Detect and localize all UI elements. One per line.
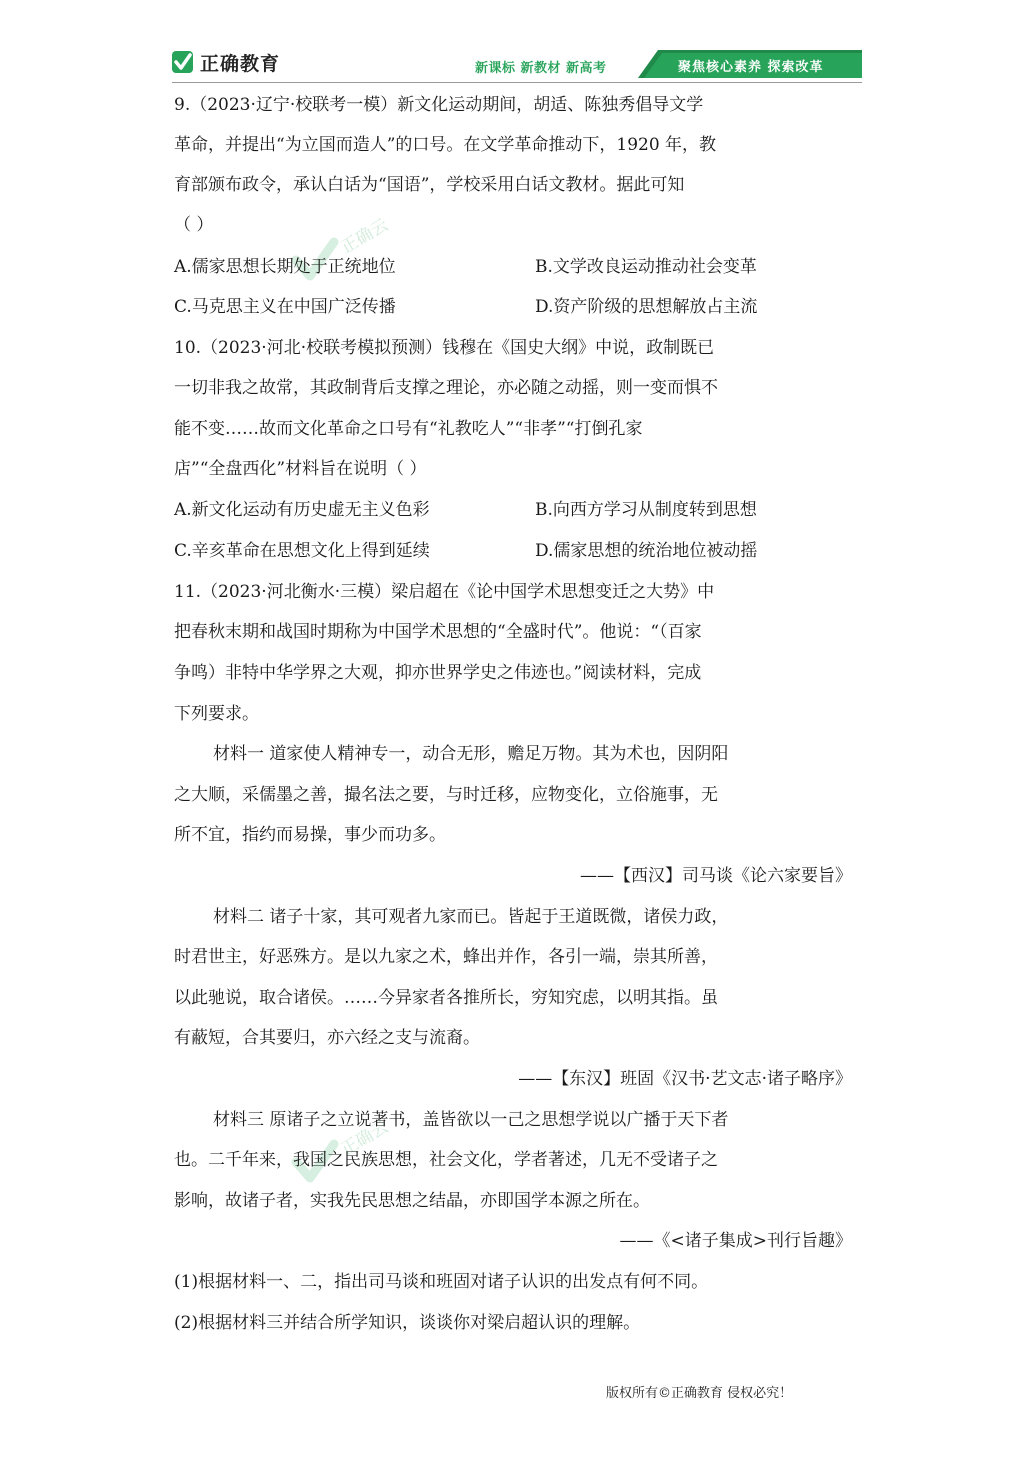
q11-subquestion-2: (2)根据材料三并结合所学知识，谈谈你对梁启超认识的理解。 <box>174 1313 641 1333</box>
material-2-line-2: 时君世主，好恶殊方。是以九家之术，蜂出并作，各引一端，崇其所善， <box>174 947 718 967</box>
material-3-line-2: 也。二千年来，我国之民族思想，社会文化，学者著述，几无不受诸子之 <box>174 1150 718 1170</box>
material-2-line-3: 以此驰说，取合诸侯。……今异家者各推所长，穷知究虑，以明其指。虽 <box>174 988 718 1008</box>
material-3-line-3: 影响，故诸子者，实我先民思想之结晶，亦即国学本源之所在。 <box>174 1191 650 1211</box>
page-header <box>172 46 862 82</box>
q11-subquestion-1: (1)根据材料一、二，指出司马谈和班固对诸子认识的出发点有何不同。 <box>174 1272 709 1292</box>
material-1-line-3: 所不宜，指约而易操，事少而功多。 <box>174 825 446 845</box>
q10-stem-line-1: 10.（2023·河北·校联考模拟预测）钱穆在《国史大纲》中说，政制既已 <box>174 338 715 358</box>
q10-option-b: B.向西方学习从制度转到思想 <box>535 500 757 520</box>
watermark-text: 正确云 <box>337 215 392 259</box>
q10-option-a: A.新文化运动有历史虚无主义色彩 <box>174 500 430 520</box>
copyright-footer: 版权所有©正确教育 侵权必究！ <box>606 1386 793 1401</box>
q9-stem-line-3: 育部颁布政令，承认白话为“国语”，学校采用白话文教材。据此可知 <box>174 175 685 195</box>
q9-option-c: C.马克思主义在中国广泛传播 <box>174 297 396 317</box>
q9-stem-line-2: 革命，并提出“为立国而造人”的口号。在文学革命推动下，1920 年，教 <box>174 135 717 155</box>
checkmark-logo-icon <box>172 50 194 74</box>
q10-stem-line-4: 店”“全盘西化”材料旨在说明（ ） <box>174 459 427 479</box>
watermark-text-2: 正确云 <box>337 1117 392 1161</box>
q11-stem-line-2: 把春秋末期和战国时期称为中国学术思想的“全盛时代”。他说：“（百家 <box>174 622 702 642</box>
q9-answer-blank: （ ） <box>174 215 214 235</box>
q11-stem-line-1: 11.（2023·河北衡水·三模）梁启超在《论中国学术思想变迁之大势》中 <box>174 582 715 602</box>
header-slogan-left: 新课标 新教材 新高考 <box>475 61 607 76</box>
brand-name: 正确教育 <box>200 52 281 75</box>
material-3-source: ——《<诸子集成>刊行旨趣》 <box>619 1231 852 1251</box>
material-1-source: ——【西汉】司马谈《论六家要旨》 <box>580 866 852 886</box>
q10-option-c: C.辛亥革命在思想文化上得到延续 <box>174 541 430 561</box>
q11-stem-line-3: 争鸣）非特中华学界之大观，抑亦世界学史之伟迹也。”阅读材料，完成 <box>174 663 702 683</box>
material-3-line-1: 材料三 原诸子之立说著书，盖皆欲以一己之思想学说以广播于天下者 <box>213 1110 729 1130</box>
q10-option-d: D.儒家思想的统治地位被动摇 <box>535 541 758 561</box>
material-1-line-2: 之大顺，采儒墨之善，撮名法之要，与时迁移，应物变化，立俗施事，无 <box>174 785 718 805</box>
q10-stem-line-3: 能不变……故而文化革命之口号有“礼教吃人”“非孝”“打倒孔家 <box>174 419 643 439</box>
material-2-source: ——【东汉】班固《汉书·艺文志·诸子略序》 <box>518 1069 852 1089</box>
header-slogan-right: 聚焦核心素养 探索改革 <box>678 60 824 75</box>
q10-stem-line-2: 一切非我之故常，其政制背后支撑之理论，亦必随之动摇，则一变而惧不 <box>174 378 718 398</box>
q9-option-b: B.文学改良运动推动社会变革 <box>535 257 757 277</box>
material-2-line-1: 材料二 诸子十家，其可观者九家而已。皆起于王道既微，诸侯力政， <box>213 907 729 927</box>
material-2-line-4: 有蔽短，合其要归，亦六经之支与流裔。 <box>174 1028 480 1048</box>
material-1-line-1: 材料一 道家使人精神专一，动合无形，赡足万物。其为术也，因阴阳 <box>213 744 729 764</box>
q9-option-d: D.资产阶级的思想解放占主流 <box>535 297 758 317</box>
brand-logo <box>172 46 280 78</box>
q9-stem-line-1: 9.（2023·辽宁·校联考一模）新文化运动期间，胡适、陈独秀倡导文学 <box>174 95 704 115</box>
q9-option-a: A.儒家思想长期处于正统地位 <box>174 257 396 277</box>
q11-stem-line-4: 下列要求。 <box>174 704 259 724</box>
header-divider <box>172 82 862 83</box>
